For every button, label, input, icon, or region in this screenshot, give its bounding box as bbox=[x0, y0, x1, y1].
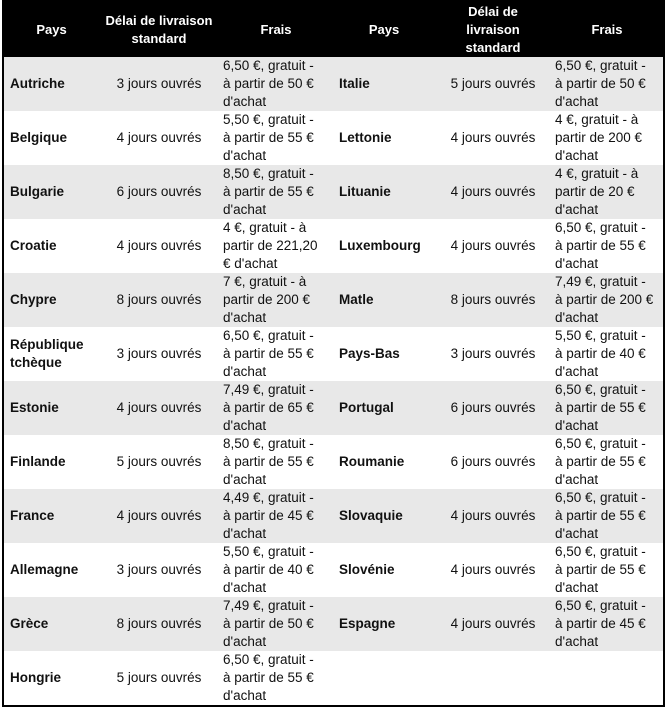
fee-cell: 5,50 €, gratuit - à partir de 55 € d'achat bbox=[223, 112, 314, 163]
delivery-time-cell: 5 jours ouvrés bbox=[116, 454, 202, 469]
delivery-time-cell bbox=[435, 651, 551, 706]
header-delai-2: Délai de livraison standard bbox=[435, 1, 551, 57]
fee-cell: 6,50 €, gratuit - à partir de 45 € d'achat bbox=[551, 597, 664, 651]
country-cell: Croatie bbox=[10, 238, 57, 253]
delivery-time-cell: 8 jours ouvrés bbox=[99, 273, 219, 327]
table-body bbox=[3, 57, 664, 706]
delivery-time-cell: 4 jours ouvrés bbox=[450, 562, 536, 577]
country-cell: Grèce bbox=[3, 597, 99, 651]
fee-cell: 6,50 €, gratuit - à partir de 55 € d'achat bbox=[551, 489, 664, 543]
country-cell: Portugal bbox=[333, 381, 435, 435]
country-cell: Luxembourg bbox=[339, 238, 421, 253]
shipping-table bbox=[2, 0, 665, 707]
fee-cell bbox=[551, 651, 664, 706]
delivery-time-cell: 8 jours ouvrés bbox=[435, 273, 551, 327]
delivery-time-cell: 4 jours ouvrés bbox=[99, 489, 219, 543]
fee-cell: 6,50 €, gratuit - à partir de 50 € d'achat bbox=[551, 57, 664, 111]
fee-cell: 7 €, gratuit - à partir de 200 € d'achat bbox=[219, 273, 333, 327]
delivery-time-cell: 8 jours ouvrés bbox=[99, 597, 219, 651]
delivery-time-cell: 4 jours ouvrés bbox=[99, 381, 219, 435]
delivery-time-cell: 6 jours ouvrés bbox=[99, 165, 219, 219]
fee-cell: 6,50 €, gratuit - à partir de 55 € d'achat bbox=[223, 328, 314, 379]
table-row bbox=[3, 57, 664, 111]
country-cell: Espagne bbox=[333, 597, 435, 651]
country-cell: Slovénie bbox=[339, 562, 395, 577]
delivery-time-cell: 4 jours ouvrés bbox=[450, 238, 536, 253]
fee-cell: 5,50 €, gratuit - à partir de 40 € d'achat bbox=[223, 544, 314, 595]
table-row bbox=[3, 219, 664, 273]
country-cell bbox=[333, 651, 435, 706]
fee-cell: 8,50 €, gratuit - à partir de 55 € d'achat bbox=[219, 165, 333, 219]
country-cell: Lituanie bbox=[333, 165, 435, 219]
delivery-time-cell: 3 jours ouvrés bbox=[450, 346, 536, 361]
delivery-time-cell: 4 jours ouvrés bbox=[435, 597, 551, 651]
country-cell: Belgique bbox=[10, 130, 68, 145]
table-row bbox=[3, 651, 664, 706]
fee-cell: 5,50 €, gratuit - à partir de 40 € d'achat bbox=[555, 328, 646, 379]
table-row bbox=[3, 489, 664, 543]
table-row bbox=[3, 435, 664, 489]
fee-cell: 7,49 €, gratuit - à partir de 65 € d'achat bbox=[219, 381, 333, 435]
delivery-time-cell: 3 jours ouvrés bbox=[99, 57, 219, 111]
table-row bbox=[3, 597, 664, 651]
table-header bbox=[3, 1, 664, 57]
country-cell: Matle bbox=[333, 273, 435, 327]
table-row bbox=[3, 381, 664, 435]
table-row bbox=[3, 273, 664, 327]
delivery-time-cell: 4 jours ouvrés bbox=[435, 489, 551, 543]
country-cell: Italie bbox=[333, 57, 435, 111]
fee-cell: 6,50 €, gratuit - à partir de 55 € d'achat bbox=[555, 220, 646, 271]
header-delai: Délai de livraison standard bbox=[99, 1, 219, 57]
delivery-time-cell: 3 jours ouvrés bbox=[116, 346, 202, 361]
fee-cell: 7,49 €, gratuit - à partir de 50 € d'achat bbox=[219, 597, 333, 651]
fee-cell: 7,49 €, gratuit - à partir de 200 € d'achat bbox=[551, 273, 664, 327]
delivery-time-cell: 4 jours ouvrés bbox=[116, 130, 202, 145]
country-cell: Finlande bbox=[10, 454, 66, 469]
country-cell: Lettonie bbox=[339, 130, 392, 145]
delivery-time-cell: 4 jours ouvrés bbox=[435, 165, 551, 219]
fee-cell: 6,50 €, gratuit - à partir de 55 € d'achat bbox=[551, 381, 664, 435]
country-cell: République tchèque bbox=[10, 337, 84, 370]
country-cell: Roumanie bbox=[339, 454, 405, 469]
fee-cell: 4,49 €, gratuit - à partir de 45 € d'achat bbox=[219, 489, 333, 543]
delivery-time-cell: 5 jours ouvrés bbox=[116, 670, 202, 685]
fee-cell: 6,50 €, gratuit - à partir de 55 € d'achat bbox=[223, 652, 314, 703]
fee-cell: 8,50 €, gratuit - à partir de 55 € d'achat bbox=[223, 436, 314, 487]
table-row bbox=[3, 165, 664, 219]
country-cell: Estonie bbox=[3, 381, 99, 435]
fee-cell: 4 €, gratuit - à partir de 20 € d'achat bbox=[551, 165, 664, 219]
country-cell: France bbox=[3, 489, 99, 543]
country-cell: Chypre bbox=[3, 273, 99, 327]
fee-cell: 6,50 €, gratuit - à partir de 55 € d'achat bbox=[555, 544, 646, 595]
country-cell: Autriche bbox=[3, 57, 99, 111]
delivery-time-cell: 6 jours ouvrés bbox=[450, 454, 536, 469]
country-cell: Slovaquie bbox=[333, 489, 435, 543]
fee-cell: 6,50 €, gratuit - à partir de 55 € d'achat bbox=[555, 436, 646, 487]
table-row bbox=[3, 327, 664, 381]
header-pays-2: Pays bbox=[333, 1, 435, 57]
delivery-time-cell: 3 jours ouvrés bbox=[116, 562, 202, 577]
country-cell: Hongrie bbox=[10, 670, 62, 685]
header-frais: Frais bbox=[219, 1, 333, 57]
delivery-time-cell: 4 jours ouvrés bbox=[116, 238, 202, 253]
table-row bbox=[3, 111, 664, 165]
header-row bbox=[3, 1, 664, 57]
header-pays: Pays bbox=[3, 1, 99, 57]
delivery-time-cell: 4 jours ouvrés bbox=[450, 130, 536, 145]
delivery-time-cell: 5 jours ouvrés bbox=[435, 57, 551, 111]
fee-cell: 4 €, gratuit - à partir de 200 € d'achat bbox=[555, 112, 643, 163]
country-cell: Allemagne bbox=[10, 562, 79, 577]
fee-cell: 4 €, gratuit - à partir de 221,20 € d'achat bbox=[223, 220, 318, 271]
country-cell: Pays-Bas bbox=[339, 346, 400, 361]
country-cell: Bulgarie bbox=[3, 165, 99, 219]
header-frais-2: Frais bbox=[551, 1, 664, 57]
table-row bbox=[3, 543, 664, 597]
fee-cell: 6,50 €, gratuit - à partir de 50 € d'achat bbox=[219, 57, 333, 111]
delivery-time-cell: 6 jours ouvrés bbox=[435, 381, 551, 435]
